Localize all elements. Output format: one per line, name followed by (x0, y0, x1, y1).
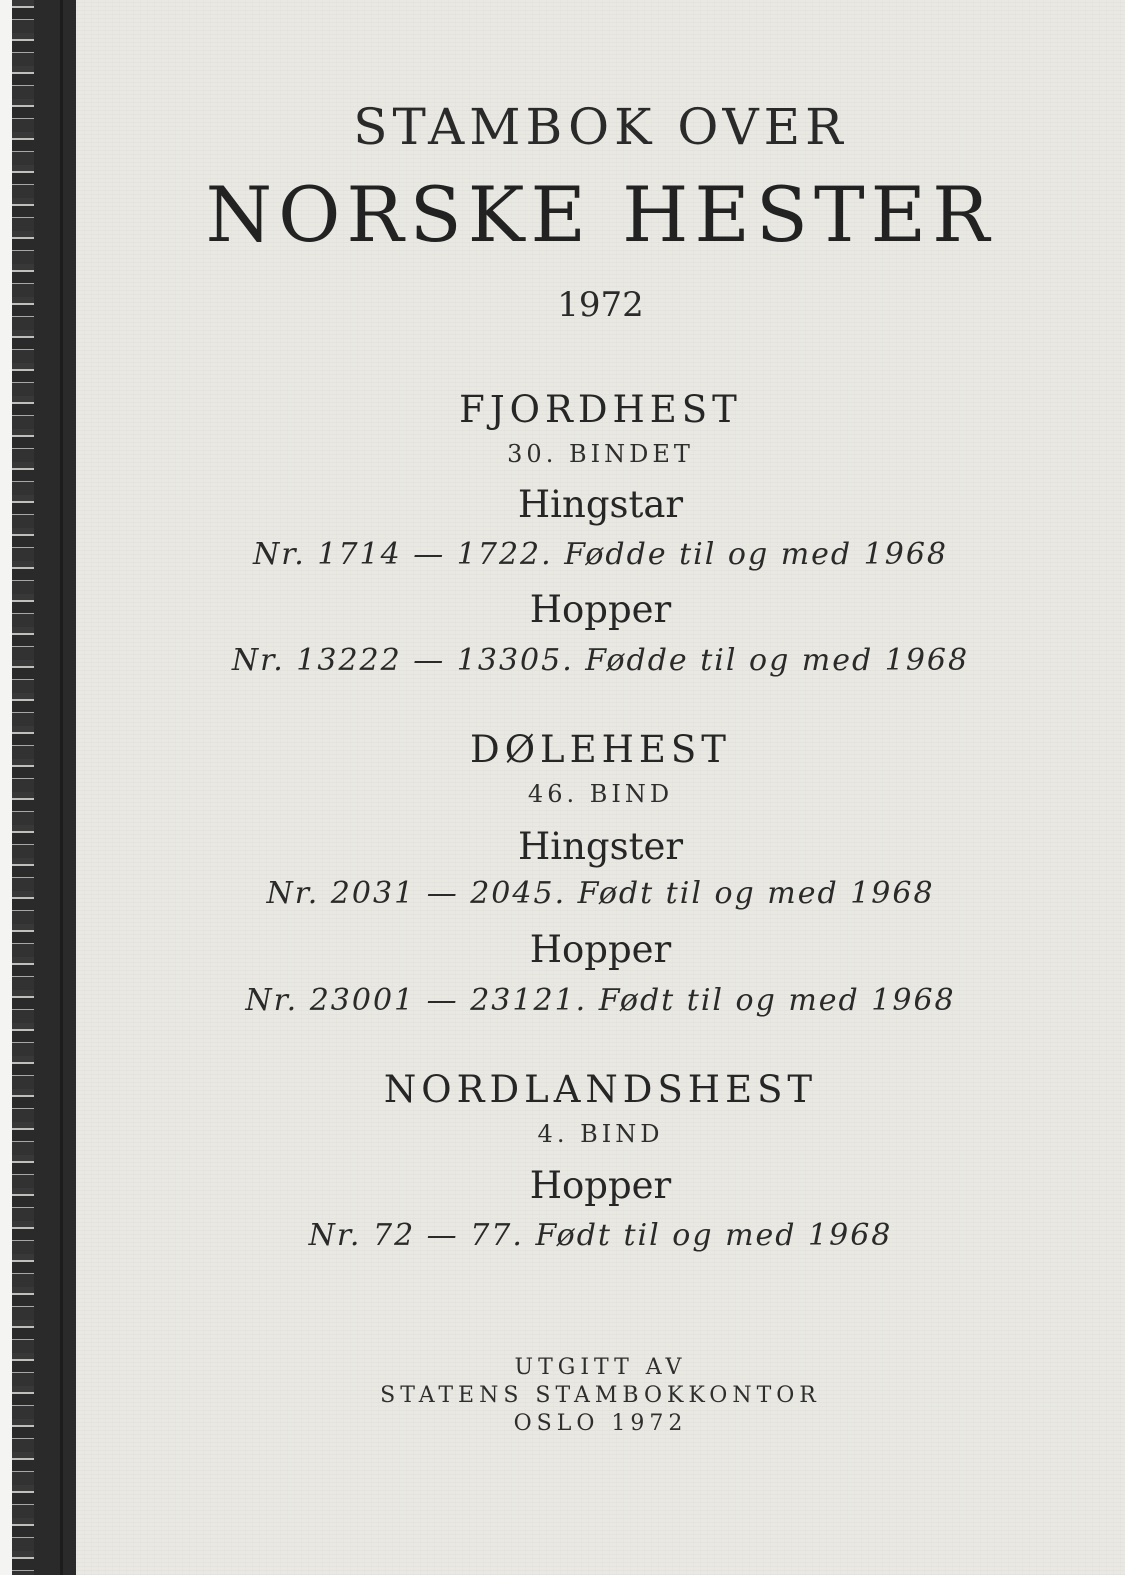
title-line-1: STAMBOK OVER (353, 98, 848, 156)
section-volume-fjordhest: 30. BINDET (507, 440, 694, 468)
spine-texture (12, 0, 34, 1575)
section-volume-dolehest: 46. BIND (527, 780, 674, 808)
category-nordlandshest-hopper: Hopper (529, 1164, 672, 1207)
category-fjordhest-hopper: Hopper (529, 588, 672, 631)
section-name-nordlandshest: NORDLANDSHEST (383, 1068, 818, 1111)
range-fjordhest-hingstar: Nr. 1714 — 1722. Fødde til og med 1968 (252, 537, 948, 572)
page-edge (0, 0, 12, 1575)
spine-fold-line (60, 0, 63, 1575)
cover-content (76, 0, 1125, 1575)
range-dolehest-hopper: Nr. 23001 — 23121. Født til og med 1968 (245, 983, 956, 1018)
range-nordlandshest-hopper: Nr. 72 — 77. Født til og med 1968 (308, 1218, 893, 1253)
range-dolehest-hingster: Nr. 2031 — 2045. Født til og med 1968 (266, 876, 935, 911)
title-line-2: NORSKE HESTER (205, 170, 996, 259)
publisher-label: UTGITT AV (514, 1355, 687, 1380)
section-volume-nordlandshest: 4. BIND (537, 1120, 664, 1148)
section-name-fjordhest: FJORDHEST (459, 388, 742, 431)
publisher-name: STATENS STAMBOKKONTOR (380, 1383, 821, 1408)
category-dolehest-hopper: Hopper (529, 928, 672, 971)
cover-year: 1972 (557, 285, 644, 325)
section-name-dolehest: DØLEHEST (470, 728, 731, 771)
category-fjordhest-hingstar: Hingstar (517, 483, 684, 526)
range-fjordhest-hopper: Nr. 13222 — 13305. Fødde til og med 1968 (231, 643, 970, 678)
category-dolehest-hingster: Hingster (517, 825, 684, 868)
publication-place-year: OSLO 1972 (513, 1411, 688, 1436)
